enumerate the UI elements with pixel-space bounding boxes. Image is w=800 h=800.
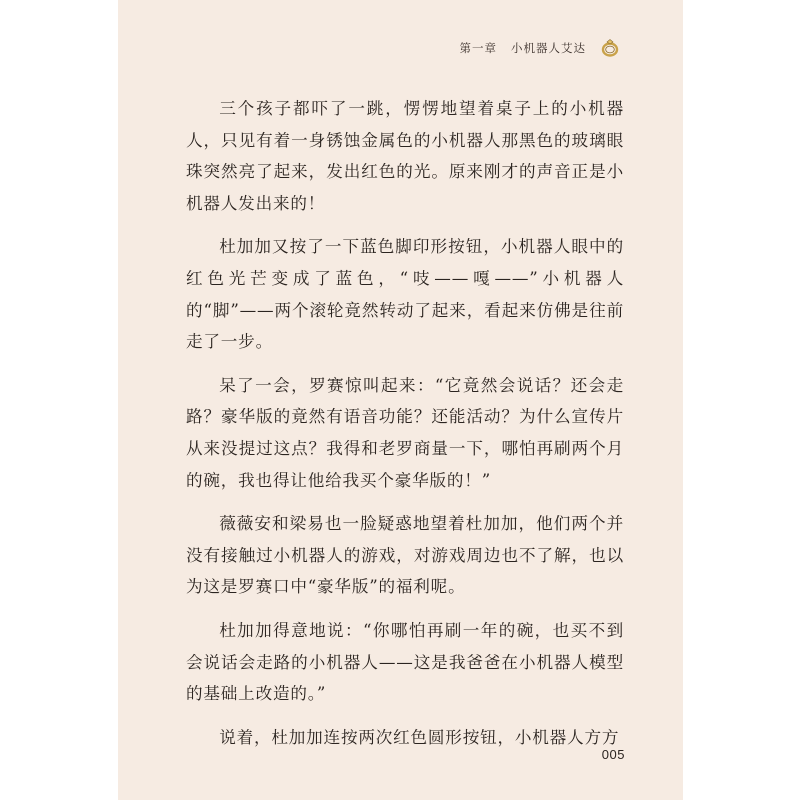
chapter-body-text xyxy=(186,93,624,765)
paragraph: 说着，杜加加连按两次红色圆形按钮，小机器人方方 xyxy=(219,727,620,747)
running-header xyxy=(460,38,621,58)
paragraph: 薇薇安和梁易也一脸疑惑地望着杜加加，他们两个并没有接触过小机器人的游戏，对游戏周边也不了解，也以为这是罗赛口中“豪华版”的福利呢。 xyxy=(186,514,624,597)
paragraph: 杜加加得意地说：“你哪怕再刷一年的碗，也买不到会说话会走路的小机器人——这是我爸爸在小机器人模型的基础上改造的。” xyxy=(186,620,624,704)
chapter-number: 第一章 xyxy=(459,41,497,55)
gold-ring-icon xyxy=(600,38,620,58)
paragraph: 杜加加又按了一下蓝色脚印形按钮，小机器人眼中的红色光芒变成了蓝色，“吱——嘎——”小机器人的“脚”——两个滚轮竟然转动了起来，看起来仿佛是往前走了一步。 xyxy=(186,237,624,352)
paragraph: 三个孩子都吓了一跳，愣愣地望着桌子上的小机器人，只见有着一身锈蚀金属色的小机器人那黑色的玻璃眼珠突然亮了起来，发出红色的光。原来刚才的声音正是小机器人发出来的！ xyxy=(186,99,624,213)
book-page xyxy=(118,0,683,800)
chapter-title: 小机器人艾达 xyxy=(511,41,586,55)
page-number: 005 xyxy=(601,747,625,762)
paragraph: 呆了一会，罗赛惊叫起来：“它竟然会说话？还会走路？豪华版的竟然有语音功能？还能活动？为什么宣传片从来没提过这点？我得和老罗商量一下，哪怕再刷两个月的碗，我也得让他给我买个豪华版的！” xyxy=(186,375,624,490)
